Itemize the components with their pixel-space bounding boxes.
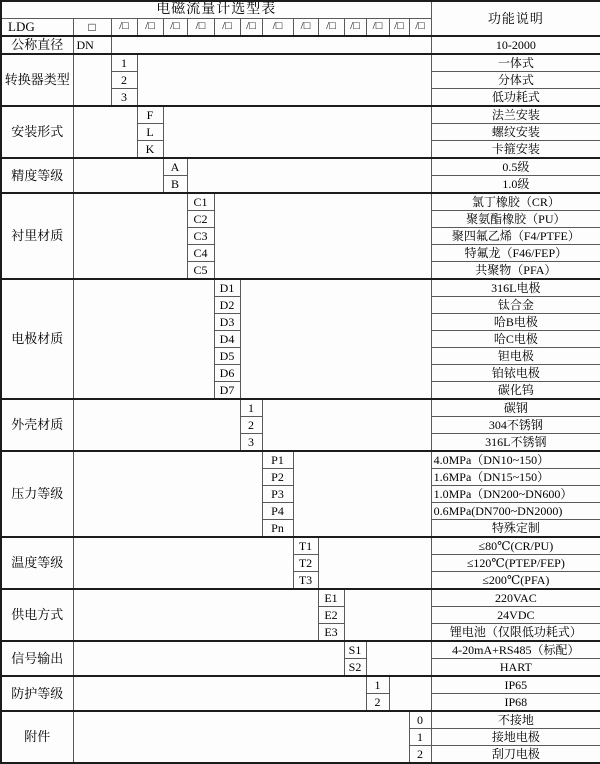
option-row <box>1 711 600 729</box>
model-segment-box: /□ <box>187 19 214 37</box>
option-code: 2 <box>111 72 137 89</box>
option-description: 特氟龙（F46/FEP） <box>431 245 600 262</box>
option-code: C3 <box>187 228 214 245</box>
option-description: 碳钢 <box>431 399 600 417</box>
option-code: D5 <box>214 348 240 365</box>
empty-region <box>240 279 431 399</box>
option-description: ≤120℃(PTEP/FEP) <box>431 555 600 572</box>
option-description: 24VDC <box>431 607 600 624</box>
option-description: 220VAC <box>431 589 600 607</box>
option-row <box>1 451 600 469</box>
empty-region <box>111 36 431 54</box>
option-code: 2 <box>240 417 262 434</box>
empty-region <box>187 158 431 193</box>
option-code: 0 <box>409 711 431 729</box>
option-code: B <box>163 176 187 194</box>
option-code: E2 <box>318 607 344 624</box>
empty-region <box>73 106 137 158</box>
option-code: S1 <box>344 641 366 659</box>
model-segment-box: /□ <box>163 19 187 37</box>
group-label: 精度等级 <box>1 158 73 193</box>
option-code: E3 <box>318 624 344 642</box>
option-description: 共聚物（PFA） <box>431 262 600 280</box>
table-title: 电磁流量计选型表 <box>1 1 431 19</box>
option-description: 316L电极 <box>431 279 600 297</box>
option-description: 304不锈钢 <box>431 417 600 434</box>
model-segment-box: /□ <box>214 19 240 37</box>
model-segment-box: /□ <box>318 19 344 37</box>
option-description: 低功耗式 <box>431 89 600 107</box>
group-label: 安装形式 <box>1 106 73 158</box>
option-description: HART <box>431 659 600 677</box>
empty-region <box>318 537 431 589</box>
option-code: 1 <box>366 676 389 694</box>
empty-region <box>389 676 431 711</box>
option-row <box>1 537 600 555</box>
option-code: C4 <box>187 245 214 262</box>
option-code: 2 <box>409 746 431 764</box>
option-description: 钛合金 <box>431 297 600 314</box>
group-label: 衬里材质 <box>1 193 73 279</box>
model-segment-box: /□ <box>344 19 366 37</box>
model-segment-box: /□ <box>366 19 389 37</box>
option-code: C2 <box>187 211 214 228</box>
group-label: 供电方式 <box>1 589 73 641</box>
option-code: T2 <box>293 555 318 572</box>
option-row <box>1 36 600 54</box>
model-segment-box: /□ <box>293 19 318 37</box>
option-description: 铂铱电极 <box>431 365 600 382</box>
option-description: 哈B电极 <box>431 314 600 331</box>
option-description: IP65 <box>431 676 600 694</box>
option-description: ≤80℃(CR/PU) <box>431 537 600 555</box>
group-label: 防护等级 <box>1 676 73 711</box>
group-label: 电极材质 <box>1 279 73 399</box>
model-base-box: □ <box>73 19 111 37</box>
empty-region <box>73 451 262 537</box>
empty-region <box>73 676 366 711</box>
option-description: 接地电极 <box>431 729 600 746</box>
option-description: 0.5级 <box>431 158 600 176</box>
empty-region <box>73 399 240 451</box>
option-description: 316L不锈钢 <box>431 434 600 452</box>
option-code: 1 <box>409 729 431 746</box>
option-description: 聚四氟乙烯（F4/PTFE） <box>431 228 600 245</box>
option-row <box>1 641 600 659</box>
option-description: 分体式 <box>431 72 600 89</box>
option-row <box>1 54 600 72</box>
empty-region <box>214 193 431 279</box>
option-code: C5 <box>187 262 214 280</box>
group-label: 压力等级 <box>1 451 73 537</box>
option-description: 碳化钨 <box>431 382 600 400</box>
empty-region <box>137 54 431 106</box>
option-code: C1 <box>187 193 214 211</box>
model-segment-box: /□ <box>389 19 409 37</box>
option-code: T1 <box>293 537 318 555</box>
option-description: 哈C电极 <box>431 331 600 348</box>
option-code: D3 <box>214 314 240 331</box>
group-label: 附件 <box>1 711 73 763</box>
group-label: 外壳材质 <box>1 399 73 451</box>
option-description: 螺纹安装 <box>431 124 600 141</box>
option-description: 1.0MPa（DN200~DN600） <box>431 486 600 503</box>
option-code: P3 <box>262 486 293 503</box>
option-description: 钽电极 <box>431 348 600 365</box>
empty-region <box>73 711 409 763</box>
model-prefix: LDG <box>1 19 73 37</box>
option-code: P2 <box>262 469 293 486</box>
option-description: 1.0级 <box>431 176 600 194</box>
option-row <box>1 158 600 176</box>
option-code: 1 <box>240 399 262 417</box>
option-description: 一体式 <box>431 54 600 72</box>
option-row <box>1 399 600 417</box>
option-code: 3 <box>111 89 137 107</box>
option-code: 2 <box>366 694 389 712</box>
option-description: 不接地 <box>431 711 600 729</box>
empty-region <box>73 158 163 193</box>
option-code: S2 <box>344 659 366 677</box>
group-label: 公称直径 <box>1 36 73 54</box>
option-description: 4.0MPa（DN10~150） <box>431 451 600 469</box>
model-segment-box: /□ <box>111 19 137 37</box>
empty-region <box>293 451 431 537</box>
option-code: F <box>137 106 163 124</box>
empty-region <box>73 589 318 641</box>
empty-region <box>262 399 431 451</box>
option-code: A <box>163 158 187 176</box>
option-description: 10-2000 <box>431 36 600 54</box>
empty-region <box>73 279 214 399</box>
option-row <box>1 279 600 297</box>
model-segment-box: /□ <box>137 19 163 37</box>
option-code: D4 <box>214 331 240 348</box>
option-code: D1 <box>214 279 240 297</box>
option-code: Pn <box>262 520 293 538</box>
option-row <box>1 106 600 124</box>
option-code: P1 <box>262 451 293 469</box>
option-code: 1 <box>111 54 137 72</box>
empty-region <box>366 641 431 676</box>
table-body <box>1 1 600 763</box>
option-description: 卡箍安装 <box>431 141 600 159</box>
model-segment-box: /□ <box>409 19 431 37</box>
empty-region <box>163 106 431 158</box>
group-label: 信号输出 <box>1 641 73 676</box>
option-description: 氯丁橡胶（CR） <box>431 193 600 211</box>
option-description: 聚氨酯橡胶（PU） <box>431 211 600 228</box>
function-column-header: 功能说明 <box>431 1 600 36</box>
option-description: 特殊定制 <box>431 520 600 538</box>
empty-region <box>344 589 431 641</box>
option-code: D7 <box>214 382 240 400</box>
option-description: 1.6MPa（DN15~150） <box>431 469 600 486</box>
option-description: 0.6MPa(DN700~DN2000) <box>431 503 600 520</box>
option-description: IP68 <box>431 694 600 712</box>
option-code: 3 <box>240 434 262 452</box>
group-label: 温度等级 <box>1 537 73 589</box>
option-code: K <box>137 141 163 159</box>
empty-region <box>73 54 111 106</box>
empty-region <box>73 641 344 676</box>
option-row <box>1 589 600 607</box>
title-row <box>1 1 600 19</box>
option-description: 刮刀电极 <box>431 746 600 764</box>
option-code: P4 <box>262 503 293 520</box>
option-code: DN <box>73 36 111 54</box>
group-label: 转换器类型 <box>1 54 73 106</box>
empty-region <box>73 193 187 279</box>
model-segment-box: /□ <box>240 19 262 37</box>
option-code: D6 <box>214 365 240 382</box>
option-code: D2 <box>214 297 240 314</box>
model-segment-box: /□ <box>262 19 293 37</box>
option-row <box>1 676 600 694</box>
option-row <box>1 193 600 211</box>
option-code: E1 <box>318 589 344 607</box>
option-code: T3 <box>293 572 318 590</box>
empty-region <box>73 537 293 589</box>
option-description: 法兰安装 <box>431 106 600 124</box>
option-description: 4-20mA+RS485（标配） <box>431 641 600 659</box>
option-description: ≤200℃(PFA) <box>431 572 600 590</box>
option-description: 锂电池（仅限低功耗式） <box>431 624 600 642</box>
option-code: L <box>137 124 163 141</box>
